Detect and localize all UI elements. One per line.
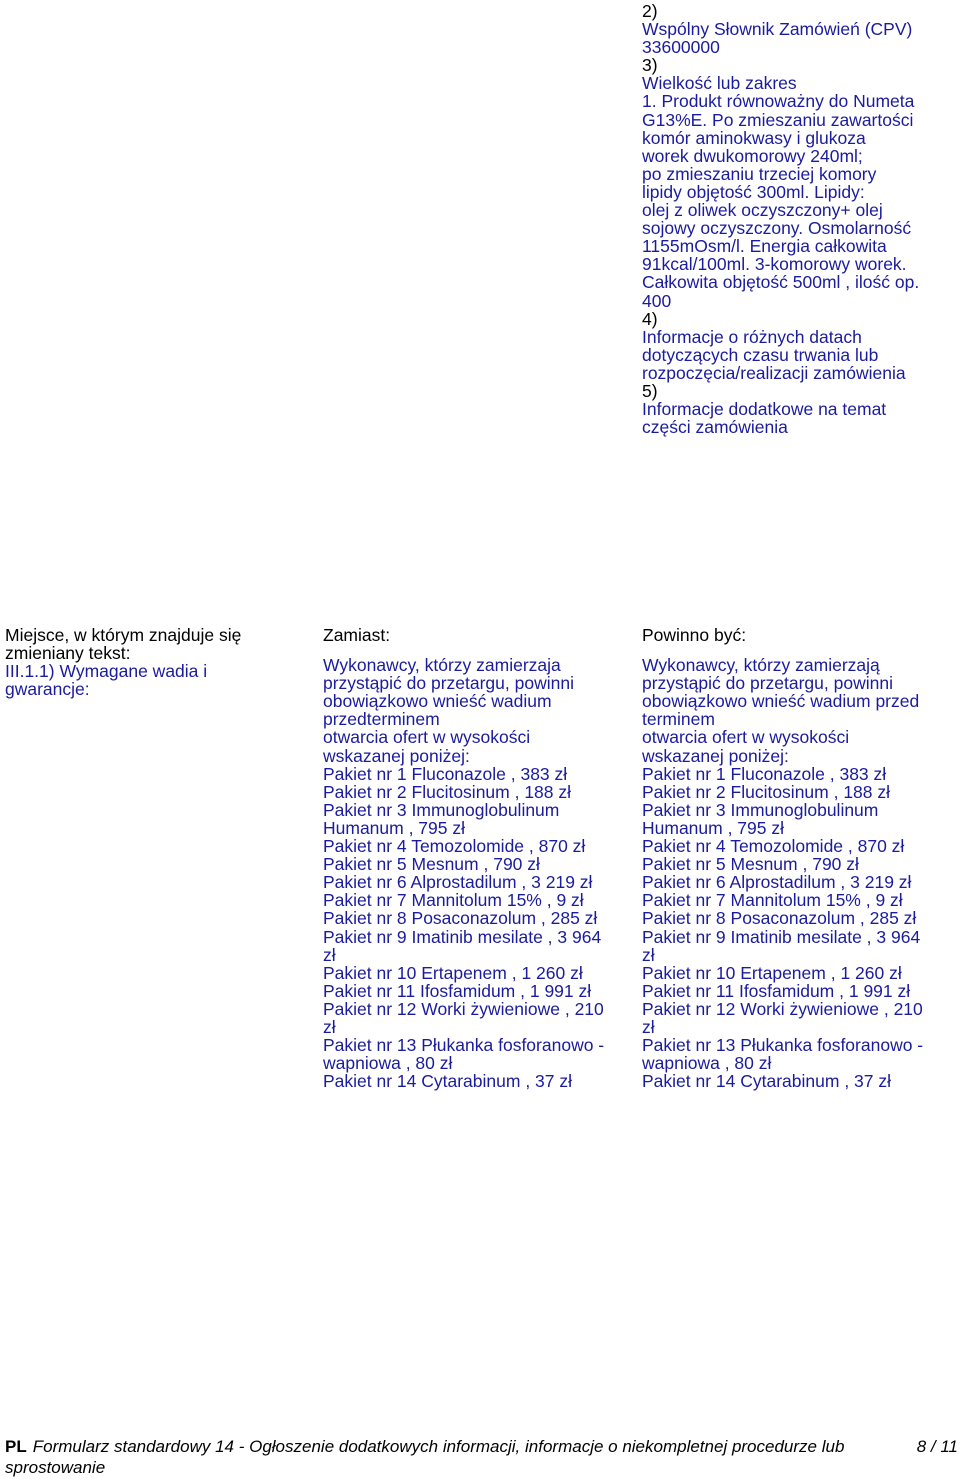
- should-be-text-line: Pakiet nr 6 Alprostadilum , 3 219 zł: [642, 872, 912, 893]
- should-be-text-line: Pakiet nr 8 Posaconazolum , 285 zł: [642, 908, 917, 929]
- lot-description-line: Wspólny Słownik Zamówień (CPV): [642, 19, 913, 40]
- instead-column: [323, 626, 635, 1090]
- instead-text-line: Wykonawcy, którzy zamierzaja: [323, 655, 561, 676]
- should-be-text-line: Pakiet nr 3 Immunoglobulinum: [642, 799, 879, 820]
- lot-description-line: 1155mOsm/l. Energia całkowita: [642, 236, 887, 257]
- footer-form-title-continued: sprostowanie: [5, 1458, 106, 1477]
- instead-text-line: Pakiet nr 10 Ertapenem , 1 260 zł: [323, 962, 583, 983]
- lot-description-line: sojowy oczyszczony. Osmolarność: [642, 218, 912, 239]
- should-be-text-line: zł: [642, 944, 655, 965]
- instead-text-line: Pakiet nr 7 Mannitolum 15% , 9 zł: [323, 890, 584, 911]
- instead-text-line: Pakiet nr 6 Alprostadilum , 3 219 zł: [323, 872, 593, 893]
- lot-description-line: 3): [642, 55, 658, 76]
- lot-description-line: Informacje o różnych datach: [642, 326, 862, 347]
- lot-description-line: po zmieszaniu trzeciej komory: [642, 163, 877, 184]
- should-be-text-line: Pakiet nr 11 Ifosfamidum , 1 991 zł: [642, 980, 911, 1001]
- footer-title-line-2: [5, 1457, 960, 1478]
- instead-text-line: Pakiet nr 5 Mesnum , 790 zł: [323, 854, 540, 875]
- should-be-text: [642, 656, 954, 1090]
- lot-description-line: 1. Produkt równoważny do Numeta: [642, 91, 915, 112]
- instead-text-line: przystąpić do przetargu, powinni: [323, 673, 574, 694]
- should-be-text-line: Pakiet nr 7 Mannitolum 15% , 9 zł: [642, 890, 903, 911]
- should-be-text-line: Pakiet nr 13 Płukanka fosforanowo -: [642, 1035, 924, 1056]
- should-be-text-line: Pakiet nr 12 Worki żywieniowe , 210: [642, 998, 923, 1019]
- instead-text-line: Pakiet nr 12 Worki żywieniowe , 210: [323, 998, 604, 1019]
- lot-description-line: rozpoczęcia/realizacji zamówienia: [642, 362, 906, 383]
- instead-text-line: zł: [323, 944, 336, 965]
- lot-description-line: olej z oliwek oczyszczony+ olej: [642, 200, 883, 221]
- should-be-text-line: terminem: [642, 709, 715, 730]
- changed-text-location: [5, 626, 305, 698]
- should-be-text-line: wskazanej poniżej:: [642, 745, 789, 766]
- location-line: zmieniany tekst:: [5, 643, 131, 664]
- lot-description-line: 91kcal/100ml. 3-komorowy worek.: [642, 254, 907, 275]
- should-be-text-line: Pakiet nr 10 Ertapenem , 1 260 zł: [642, 962, 902, 983]
- lot-description-line: komór aminokwasy i glukoza: [642, 127, 866, 148]
- instead-text-line: wapniowa , 80 zł: [323, 1053, 453, 1074]
- should-be-column: [642, 626, 954, 1090]
- lot-description-line: 5): [642, 380, 658, 401]
- instead-text-line: przedterminem: [323, 709, 440, 730]
- should-be-text-line: zł: [642, 1016, 655, 1037]
- lot-description-line: Informacje dodatkowe na temat: [642, 399, 887, 420]
- instead-text-line: Pakiet nr 11 Ifosfamidum , 1 991 zł: [323, 980, 592, 1001]
- instead-text-line: Pakiet nr 2 Flucitosinum , 188 zł: [323, 781, 572, 802]
- lot-description-line: 400: [642, 290, 672, 311]
- instead-text-line: Pakiet nr 8 Posaconazolum , 285 zł: [323, 908, 598, 929]
- should-be-text-line: przystąpić do przetargu, powinni: [642, 673, 893, 694]
- instead-text-line: obowiązkowo wnieść wadium: [323, 691, 552, 712]
- should-be-text-line: Pakiet nr 9 Imatinib mesilate , 3 964: [642, 926, 921, 947]
- instead-text-line: Pakiet nr 1 Fluconazole , 383 zł: [323, 763, 568, 784]
- should-be-text-line: wapniowa , 80 zł: [642, 1053, 772, 1074]
- footer-language-code: PL: [5, 1437, 27, 1456]
- footer-form-title: Formularz standardowy 14 - Ogłoszenie dodatkowych informacji, informacje o niekompletnej procedurze lub: [32, 1437, 845, 1456]
- should-be-text-line: Pakiet nr 1 Fluconazole , 383 zł: [642, 763, 887, 784]
- instead-text-line: otwarcia ofert w wysokości: [323, 727, 531, 748]
- lot-description-line: worek dwukomorowy 240ml;: [642, 145, 863, 166]
- instead-text-line: Pakiet nr 3 Immunoglobulinum: [323, 799, 560, 820]
- instead-text-line: wskazanej poniżej:: [323, 745, 470, 766]
- should-be-text-line: Pakiet nr 14 Cytarabinum , 37 zł: [642, 1071, 892, 1092]
- should-be-heading: Powinno być:: [642, 625, 747, 645]
- lot-description-line: 33600000: [642, 37, 720, 58]
- page-footer: [5, 1436, 960, 1478]
- instead-text-line: Pakiet nr 13 Płukanka fosforanowo -: [323, 1035, 605, 1056]
- should-be-text-line: otwarcia ofert w wysokości: [642, 727, 850, 748]
- lot-description-block: [642, 2, 954, 436]
- page-number: 8 / 11: [916, 1437, 958, 1456]
- should-be-text-line: Pakiet nr 4 Temozolomide , 870 zł: [642, 836, 905, 857]
- lot-description-line: Wielkość lub zakres: [642, 73, 797, 94]
- instead-text-line: Pakiet nr 14 Cytarabinum , 37 zł: [323, 1071, 573, 1092]
- lot-description-line: 4): [642, 308, 658, 329]
- lot-description-line: części zamówienia: [642, 417, 788, 438]
- lot-description-line: Całkowita objętość 500ml , ilość op.: [642, 272, 920, 293]
- should-be-text-line: obowiązkowo wnieść wadium przed: [642, 691, 920, 712]
- footer-title-line-1: [5, 1436, 960, 1457]
- lot-description-line: dotyczących czasu trwania lub: [642, 344, 879, 365]
- location-line: Miejsce, w którym znajduje się: [5, 625, 242, 645]
- should-be-text-line: Humanum , 795 zł: [642, 817, 785, 838]
- should-be-text-line: Wykonawcy, którzy zamierzają: [642, 655, 880, 676]
- location-line: gwarancje:: [5, 679, 90, 700]
- instead-text-line: Pakiet nr 9 Imatinib mesilate , 3 964: [323, 926, 602, 947]
- should-be-text-line: Pakiet nr 2 Flucitosinum , 188 zł: [642, 781, 891, 802]
- lot-description-line: 2): [642, 1, 658, 21]
- should-be-text-line: Pakiet nr 5 Mesnum , 790 zł: [642, 854, 859, 875]
- instead-text-line: Pakiet nr 4 Temozolomide , 870 zł: [323, 836, 586, 857]
- lot-description-line: lipidy objętość 300ml. Lipidy:: [642, 181, 865, 202]
- lot-description-line: G13%E. Po zmieszaniu zawartości: [642, 109, 914, 130]
- instead-text-line: Humanum , 795 zł: [323, 817, 466, 838]
- location-line: III.1.1) Wymagane wadia i: [5, 661, 208, 682]
- instead-text-line: zł: [323, 1016, 336, 1037]
- instead-text: [323, 656, 635, 1090]
- instead-heading: Zamiast:: [323, 625, 391, 645]
